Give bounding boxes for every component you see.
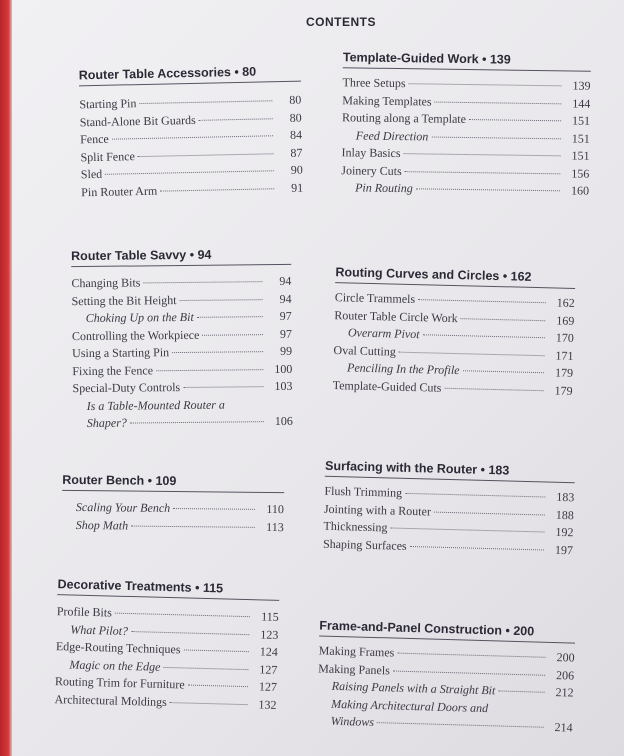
- entry-page-number: 214: [554, 720, 573, 735]
- entry-list: [62, 499, 284, 536]
- toc-entry: [73, 395, 293, 415]
- section-decorative-treatments: [54, 577, 279, 714]
- entry-label: Routing Trim for Furniture: [54, 674, 185, 692]
- entry-label: Using a Starting Pin: [72, 345, 170, 361]
- entry-label: Special-Duty Controls: [72, 380, 181, 396]
- entry-label: Architectural Moldings: [54, 691, 168, 709]
- entry-page-number: 91: [291, 180, 304, 195]
- entry-page-number: 206: [555, 667, 575, 683]
- entry-label: Three Setups: [342, 75, 406, 91]
- dot-leader: [160, 188, 274, 191]
- contents-page: [12, 0, 624, 756]
- entry-page-number: 171: [555, 347, 574, 363]
- section-template-guided-work: [341, 50, 591, 200]
- entry-page-number: 87: [290, 145, 303, 160]
- toc-entry: [81, 179, 303, 201]
- entry-label: Feed Direction: [355, 127, 429, 143]
- entry-label: Circle Trammels: [334, 290, 416, 307]
- entry-page-number: 84: [289, 127, 303, 142]
- dot-leader: [416, 188, 560, 191]
- entry-label: Scaling Your Bench: [75, 499, 171, 515]
- dot-leader: [461, 318, 546, 321]
- toc-entry: [72, 308, 292, 328]
- dot-leader: [393, 670, 545, 675]
- entry-page-number: 106: [274, 413, 293, 429]
- dot-leader: [418, 299, 546, 303]
- toc-entry: [71, 273, 291, 293]
- entry-label: Stand-Alone Bit Guards: [79, 112, 196, 129]
- entry-page-number: 94: [279, 291, 292, 306]
- dot-leader: [431, 136, 560, 139]
- toc-entry: [72, 290, 292, 310]
- entry-label: Making Frames: [318, 643, 395, 660]
- entry-page-number: 94: [279, 273, 292, 288]
- entry-list: [323, 483, 575, 560]
- toc-entry: [72, 360, 292, 380]
- entry-page-number: 80: [289, 110, 302, 125]
- entry-page-number: 115: [261, 609, 279, 624]
- dot-leader: [131, 525, 255, 527]
- section-router-table-accessories: [79, 64, 304, 202]
- entry-label: Pin Routing: [355, 180, 413, 196]
- entry-label: Shaping Surfaces: [322, 536, 407, 553]
- dot-leader: [463, 370, 544, 373]
- toc-entry: [72, 378, 292, 398]
- toc-entry: [73, 413, 293, 433]
- entry-label: Is a Table-Mounted Router a: [86, 397, 225, 413]
- entry-page-number: 110: [266, 501, 285, 517]
- entry-page-number: 151: [571, 148, 590, 163]
- entry-list: [71, 273, 293, 433]
- entry-page-number: 151: [571, 130, 590, 146]
- entry-page-number: 179: [554, 365, 574, 380]
- dot-leader: [156, 369, 263, 371]
- entry-list: [316, 642, 574, 737]
- entry-label: Flush Trimming: [324, 483, 403, 500]
- toc-entry: [72, 325, 292, 345]
- entry-page-number: 197: [554, 542, 574, 557]
- entry-page-number: 80: [289, 92, 302, 107]
- entry-label: Shop Math: [75, 517, 129, 533]
- dot-leader: [115, 613, 250, 618]
- entry-page-number: 100: [274, 361, 293, 376]
- dot-leader: [405, 493, 545, 498]
- section-router-bench: [62, 473, 285, 536]
- dot-leader: [405, 171, 561, 174]
- dot-leader: [410, 545, 544, 550]
- entry-page-number: 170: [555, 330, 575, 345]
- dot-leader: [105, 170, 274, 175]
- dot-leader: [399, 351, 545, 356]
- entry-label: Router Table Circle Work: [334, 307, 458, 325]
- dot-leader: [130, 421, 264, 423]
- dot-leader: [188, 685, 248, 688]
- entry-page-number: 97: [279, 308, 292, 323]
- entry-label: Oval Cutting: [333, 342, 397, 359]
- entry-list: [79, 92, 303, 202]
- section-title: Routing Curves and Circles • 162: [335, 265, 575, 289]
- dot-leader: [498, 690, 544, 692]
- dot-leader: [112, 135, 273, 139]
- entry-label: Fixing the Fence: [72, 362, 154, 378]
- entry-label: Split Fence: [80, 148, 135, 164]
- section-title: Router Table Accessories • 80: [79, 64, 301, 87]
- page-title: CONTENTS: [306, 15, 376, 29]
- entry-page-number: 97: [279, 326, 293, 341]
- entry-label: Shaper?: [86, 415, 127, 431]
- dot-leader: [404, 153, 561, 156]
- entry-label: Penciling In the Profile: [346, 360, 460, 378]
- toc-entry: [62, 516, 284, 536]
- dot-leader: [377, 722, 544, 728]
- entry-page-number: 162: [556, 295, 575, 310]
- entry-page-number: 127: [259, 661, 278, 677]
- entry-label: Joinery Cuts: [341, 162, 402, 178]
- dot-leader: [183, 386, 263, 388]
- entry-list: [341, 74, 591, 200]
- entry-label: Magic on the Edge: [69, 656, 161, 674]
- entry-label: Profile Bits: [56, 604, 113, 620]
- entry-page-number: 139: [572, 78, 591, 93]
- entry-list: [54, 603, 279, 714]
- section-title: Frame-and-Panel Construction • 200: [319, 618, 575, 643]
- entry-label: Starting Pin: [79, 96, 137, 112]
- dot-leader: [469, 119, 561, 121]
- entry-label: Changing Bits: [71, 275, 141, 291]
- dot-leader: [139, 100, 272, 104]
- dot-leader: [435, 101, 562, 104]
- entry-page-number: 127: [258, 679, 278, 694]
- dot-leader: [173, 508, 255, 510]
- entry-label: Template-Guided Cuts: [332, 377, 442, 395]
- dot-leader: [170, 702, 248, 705]
- entry-page-number: 179: [554, 382, 573, 398]
- entry-page-number: 151: [571, 113, 591, 128]
- dot-leader: [199, 118, 273, 121]
- entry-label: Edge-Routing Techniques: [55, 639, 181, 657]
- section-title: Router Bench • 109: [62, 473, 284, 493]
- entry-page-number: 123: [260, 626, 279, 642]
- toc-entry: [341, 179, 589, 200]
- book-spine-edge: [0, 0, 12, 756]
- entry-label: Sled: [80, 166, 103, 182]
- entry-page-number: 200: [556, 650, 575, 665]
- entry-page-number: 188: [555, 507, 575, 522]
- entry-label: Making Templates: [342, 92, 432, 109]
- dot-leader: [163, 666, 248, 669]
- dot-leader: [434, 511, 545, 515]
- dot-leader: [423, 334, 545, 338]
- dot-leader: [183, 649, 248, 652]
- entry-label: Routing along a Template: [342, 110, 467, 126]
- dot-leader: [409, 83, 562, 86]
- toc-entry: [72, 343, 292, 363]
- dot-leader: [397, 653, 545, 658]
- section-title: Router Table Savvy • 94: [71, 247, 291, 267]
- entry-label: Jointing with a Router: [323, 501, 432, 519]
- section-title: Surfacing with the Router • 183: [325, 459, 575, 484]
- section-frame-and-panel-construction: [316, 618, 575, 737]
- dot-leader: [202, 334, 263, 336]
- entry-page-number: 90: [290, 162, 303, 177]
- entry-list: [332, 289, 574, 400]
- section-title: Decorative Treatments • 115: [57, 577, 279, 601]
- section-surfacing-with-the-router: [323, 459, 575, 560]
- entry-label: Windows: [330, 713, 375, 730]
- section-title: Template-Guided Work • 139: [343, 50, 591, 71]
- entry-page-number: 212: [555, 685, 574, 700]
- entry-page-number: 192: [555, 524, 574, 540]
- entry-label: Raising Panels with a Straight Bit: [331, 678, 496, 698]
- dot-leader: [390, 527, 544, 532]
- entry-page-number: 144: [572, 95, 591, 111]
- entry-page-number: 103: [274, 378, 293, 394]
- dot-leader: [180, 299, 263, 301]
- dot-leader: [131, 631, 249, 635]
- entry-page-number: 124: [259, 644, 279, 659]
- entry-page-number: 99: [280, 343, 293, 358]
- dot-leader: [444, 387, 543, 390]
- section-routing-curves-and-circles: [332, 265, 575, 400]
- entry-label: Inlay Basics: [341, 145, 401, 161]
- dot-leader: [143, 281, 262, 283]
- entry-label: Controlling the Workpiece: [71, 327, 200, 343]
- entry-label: What Pilot?: [70, 621, 129, 638]
- entry-page-number: 132: [258, 696, 277, 712]
- entry-label: Making Architectural Doors and: [331, 696, 489, 715]
- entry-page-number: 156: [571, 165, 590, 181]
- entry-label: Thicknessing: [323, 518, 388, 535]
- dot-leader: [197, 316, 263, 318]
- entry-label: Making Panels: [318, 660, 391, 677]
- dot-leader: [172, 351, 263, 353]
- entry-page-number: 183: [556, 489, 575, 505]
- entry-label: Fence: [79, 131, 109, 147]
- entry-page-number: 160: [571, 183, 590, 198]
- dot-leader: [138, 153, 274, 157]
- entry-label: Pin Router Arm: [81, 183, 158, 199]
- entry-label: Choking Up on the Bit: [85, 309, 194, 326]
- entry-page-number: 169: [556, 312, 575, 328]
- entry-label: Overarm Pivot: [347, 325, 420, 342]
- entry-label: Setting the Bit Height: [71, 292, 177, 308]
- section-router-table-savvy: [71, 247, 293, 433]
- entry-page-number: 113: [266, 519, 284, 534]
